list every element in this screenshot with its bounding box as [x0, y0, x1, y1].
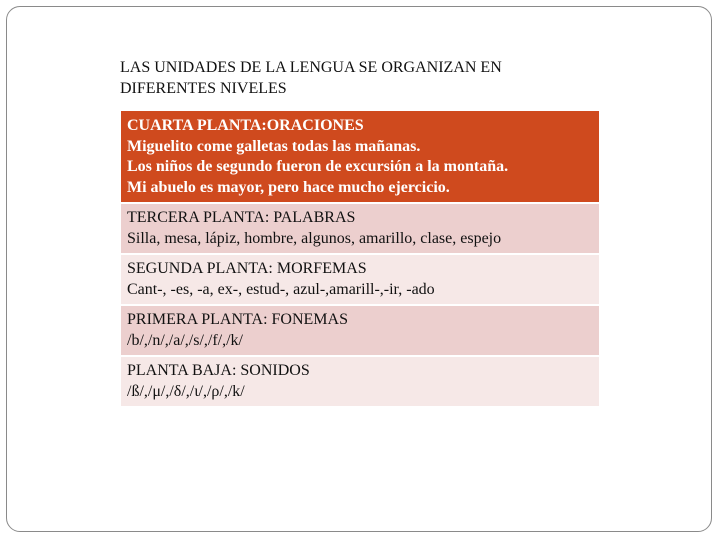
level-example: Los niños de segundo fueron de excursión a la montaña. — [127, 158, 509, 175]
level-heading: PRIMERA PLANTA: FONEMAS — [127, 311, 348, 328]
level-example: Cant-, -es, -a, ex-, estud-, azul-,amarill-,-ir, -ado — [127, 280, 435, 298]
levels-table — [121, 111, 599, 408]
level-heading: PLANTA BAJA: SONIDOS — [127, 362, 310, 379]
level-example: /b/,/n/,/a/,/s/,/f/,/k/ — [127, 331, 243, 349]
level-row-fonemas — [121, 306, 599, 357]
level-example: Silla, mesa, lápiz, hombre, algunos, amarillo, clase, espejo — [127, 229, 502, 247]
level-row-oraciones — [121, 111, 599, 204]
level-row-palabras — [121, 204, 599, 255]
slide-title: LAS UNIDADES DE LA LENGUA SE ORGANIZAN EN DIFERENTES NIVELES — [120, 59, 502, 97]
level-heading: CUARTA PLANTA:ORACIONES — [127, 117, 364, 134]
level-heading: SEGUNDA PLANTA: MORFEMAS — [127, 260, 367, 277]
level-example: /ß/,/μ/,/δ/,/ι/,/ρ/,/k/ — [127, 382, 245, 400]
level-example: Miguelito come galletas todas las mañanas. — [127, 137, 421, 155]
level-heading: TERCERA PLANTA: PALABRAS — [127, 209, 356, 226]
level-row-morfemas — [121, 255, 599, 306]
level-row-sonidos — [121, 357, 599, 408]
level-example: Mi abuelo es mayor, pero hace mucho ejercicio. — [127, 178, 450, 196]
